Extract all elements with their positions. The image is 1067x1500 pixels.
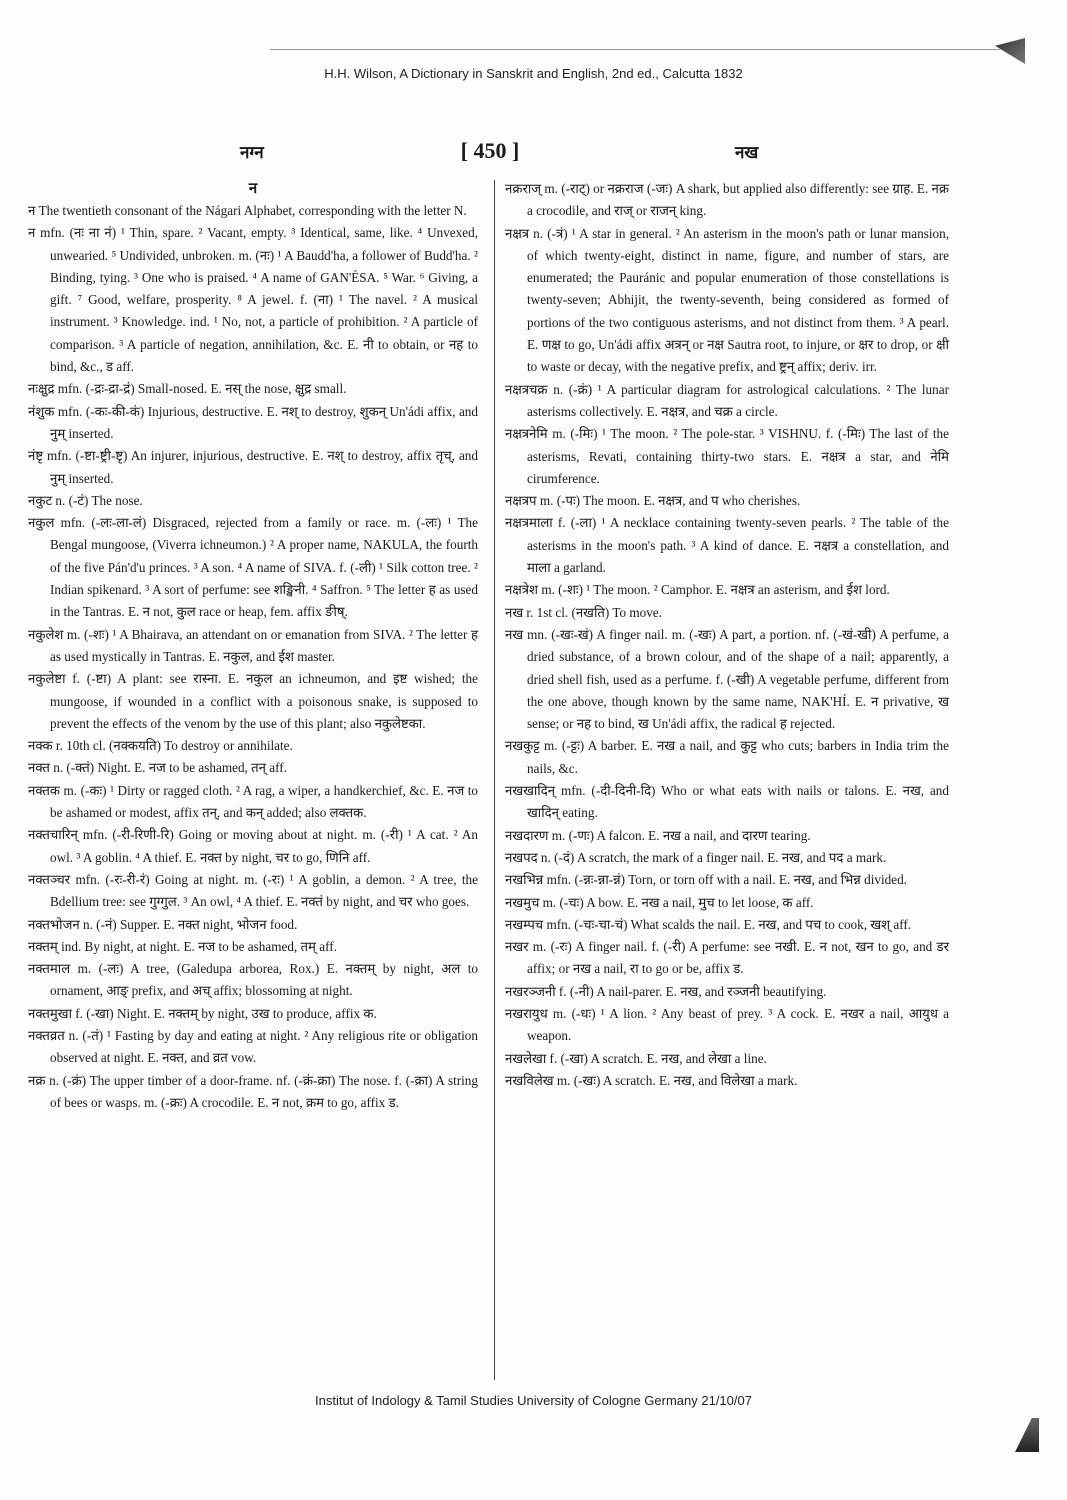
dictionary-entry: नकुल mfn. (-लः-ला-लं) Disgraced, rejected from a family or race. m. (-लः) ¹ The Bengal mungoose, (Viverra ichneumon.) ² A proper name, NAKULA, the fourth of the five Pán'd'u princes. ³ A son. ⁴ A name of SIVA. f. (-ली) ¹ Silk cotton tree. ² Indian spikenard. ³ A sort of perfume: see शङ्खिनी. ⁴ Saffron. ⁵ The letter ह as used in the Tantras. E. न not, कुल race or heap, fem. affix ङीष्. <box>28 515 478 620</box>
dictionary-entry: नक्तञ्चर mfn. (-रः-री-रं) Going at night. m. (-रः) ¹ A goblin, a demon. ² A tree, the Bdellium tree: see गुग्गुल. ³ An owl, ⁴ A thief. E. नक्तं by night, and चर who goes. <box>28 871 478 910</box>
citation-header: H.H. Wilson, A Dictionary in Sanskrit and English, 2nd ed., Calcutta 1832 <box>324 66 743 81</box>
dictionary-entry: नखर m. (-रः) A finger nail. f. (-री) A perfume: see नखी. E. न not, खन to go, and डर affix; or नख a nail, रा to go or be, affix ड. <box>505 939 949 977</box>
right-column <box>505 178 949 1092</box>
dictionary-entry: नक्र n. (-क्रं) The upper timber of a door-frame. nf. (-क्रं-क्रा) The nose. f. (-क्रा) A string of bees or wasps. m. (-क्रः) A crocodile. E. न not, क्रम to go, affix ड. <box>28 1072 478 1110</box>
dictionary-entry: नक्तक m. (-कः) ¹ Dirty or ragged cloth. ² A rag, a wiper, a handkerchief, &c. E. नज to be ashamed or modest, affix तन्, and कन् added; also लक्तक. <box>28 782 478 821</box>
dictionary-entry: नक्षत्रचक्र n. (-क्रं) ¹ A particular diagram for astrological calculations. ² The lunar asterisms collectively. E. नक्षत्र, and चक्र a circle. <box>505 381 949 419</box>
dictionary-entry: नकुलेष्टा f. (-ष्टा) A plant: see रास्ना. E. नकुल an ichneumon, and इष्ट wished; the mungoose, if wounded in a conflict with a poisonous snake, is supposed to prevent the effects of the venom by the use of this plant; also नकुलेष्टका. <box>28 671 478 731</box>
section-letter: न <box>248 181 258 197</box>
dictionary-entry: नखरञ्जनी f. (-नी) A nail-parer. E. नख, and रञ्जनी beautifying. <box>505 983 827 999</box>
dictionary-entry: नक्तमुखा f. (-खा) Night. E. नक्तम् by night, उख to produce, affix क. <box>28 1005 377 1021</box>
dictionary-entry: नक्तचारिन् mfn. (-री-रिणी-रि) Going or moving about at night. m. (-री) ¹ A cat. ² An owl. ³ A goblin. ⁴ A thief. E. नक्त by night, चर to go, णिनि aff. <box>28 827 478 865</box>
dictionary-entry: नंशुक mfn. (-कः-की-कं) Injurious, destructive. E. नश् to destroy, शुकन् Un'ádi affix, and नुम् inserted. <box>28 403 478 441</box>
left-column <box>28 178 478 1114</box>
dictionary-entry: नःक्षुद्र mfn. (-द्रः-द्रा-द्रं) Small-nosed. E. नस् the nose, क्षुद्र small. <box>28 381 347 397</box>
dictionary-entry: न The twentieth consonant of the Nágari Alphabet, corresponding with the letter N. <box>28 203 467 218</box>
dictionary-entry: नक्षत्रप m. (-पः) The moon. E. नक्षत्र, and प who cherishes. <box>505 493 801 509</box>
column-divider <box>494 180 495 1380</box>
dictionary-entry: नखपद n. (-दं) A scratch, the mark of a finger nail. E. नख, and पद a mark. <box>505 849 887 865</box>
dictionary-entry: नक्षत्रनेमि m. (-मिः) ¹ The moon. ² The pole-star. ³ VISHNU. f. (-मिः) The last of the asterisms, Revati, containing thirty-two stars. E. नक्षत्र a star, and नेमि cirumference. <box>505 426 949 486</box>
dictionary-entry: नकुट n. (-टं) The nose. <box>28 492 143 508</box>
dictionary-entry: नक्षत्र n. (-त्रं) ¹ A star in general. ² An asterism in the moon's path or lunar mansion, of which twenty-eight, distinct in name, figure, and number of stars, are enumerated; the Pauránic and popular enumeration of those constellations is twenty-seven; Abhijit, the twenty-seventh, being considered as formed of portions of the two contiguous asterisms, and not distinct from them. ³ A pearl. E. णक्ष to go, Un'ádi affix अत्रन् or नक्ष Sautra root, to injure, or क्षर to drop, or क्षी to waste or decay, with the negative prefix, and ष्ट्रन् affix; deriv. irr. <box>505 225 949 375</box>
dictionary-entry: नख mn. (-खः-खं) A finger nail. m. (-खः) A part, a portion. nf. (-खं-खी) A perfume, a dried substance, of a brown colour, and of the shape of a nail; apparently, a dried shell fish, used as a perfume. f. (-खी) A vegetable perfume, different from the one above, though known by the same name, NAK'HÍ. E. न privative, ख sense; or नह to bind, ख Un'ádi affix, the radical ह rejected. <box>505 626 949 732</box>
page-number: [ 450 ] <box>460 138 520 163</box>
dictionary-entry: नखभिन्न mfn. (-न्नः-न्ना-न्नं) Torn, or torn off with a nail. E. नख, and भिन्न divided. <box>505 872 907 888</box>
dictionary-entry: नक्तव्रत n. (-तं) ¹ Fasting by day and eating at night. ² Any religious rite or obligation observed at night. E. नक्त, and व्रत vow. <box>28 1027 478 1066</box>
dictionary-entry: नक्त n. (-क्तं) Night. E. नज to be ashamed, तन् aff. <box>28 760 287 776</box>
dictionary-entry: नक्तभोजन n. (-नं) Supper. E. नक्त night, भोजन food. <box>28 916 298 932</box>
dictionary-entry: नकुलेश m. (-शः) ¹ A Bhairava, an attendant on or emanation from SIVA. ² The letter ह as used mystically in Tantras. E. नकुल, and ईश master. <box>28 626 478 664</box>
scan-corner-mark <box>995 38 1025 64</box>
dictionary-entry: नखमुच m. (-चः) A bow. E. नख a nail, मुच to let loose, क aff. <box>505 894 814 910</box>
dictionary-entry: नक्षत्रेश m. (-शः) ¹ The moon. ² Camphor. E. नक्षत्र an asterism, and ईश lord. <box>505 582 890 598</box>
running-head-left: नग्न <box>240 143 264 162</box>
dictionary-entry: नखरायुध m. (-धः) ¹ A lion. ² Any beast of prey. ³ A cock. E. नखर a nail, आयुध a weapon. <box>505 1005 949 1044</box>
footer-credit: Institut of Indology & Tamil Studies University of Cologne Germany 21/10/07 <box>315 1393 752 1408</box>
dictionary-entry: नखखादिन् mfn. (-दी-दिनी-दि) Who or what eats with nails or talons. E. नख, and खादिन् eating. <box>505 783 949 821</box>
dictionary-entry: नखलेखा f. (-खा) A scratch. E. नख, and लेखा a line. <box>505 1050 767 1066</box>
dictionary-entry: नख r. 1st cl. (नखति) To move. <box>505 604 662 620</box>
dictionary-entry: नखविलेख m. (-खः) A scratch. E. नख, and विलेखा a mark. <box>505 1072 798 1088</box>
dictionary-entry: नक्तमाल m. (-लः) A tree, (Galedupa arborea, Rox.) E. नक्तम् by night, अल to ornament, आङ् prefix, and अच् affix; blossoming at night. <box>28 961 478 999</box>
dictionary-entry: नंष्टृ mfn. (-ष्टा-ष्ट्री-ष्टृ) An injurer, injurious, destructive. E. नश् to destroy, affix तृच्, and नुम् inserted. <box>28 448 478 486</box>
scan-corner-mark-bottom <box>1015 1418 1039 1452</box>
dictionary-entry: नखम्पच mfn. (-चः-चा-चं) What scalds the nail. E. नख, and पच to cook, खश् aff. <box>505 916 912 932</box>
dictionary-entry: नक्रराज् m. (-राट्) or नक्रराज (-जः) A shark, but applied also differently: see ग्राह. E. नक्र a crocodile, and राज् or राजन् king. <box>505 181 949 219</box>
running-head-right: नख <box>735 143 759 162</box>
dictionary-entry: नखकुट्ट m. (-ट्टः) A barber. E. नख a nail, and कुट्ट who cuts; barbers in India trim the nails, &c. <box>505 738 949 776</box>
dictionary-entry: नखदारण m. (-णः) A falcon. E. नख a nail, and दारण tearing. <box>505 827 811 843</box>
dictionary-entry: नक्षत्रमाला f. (-ला) ¹ A necklace containing twenty-seven pearls. ² The table of the asterisms in the moon's path. ³ A kind of dance. E. नक्षत्र a constellation, and माला a garland. <box>505 515 949 576</box>
scan-top-rule <box>270 49 1000 50</box>
dictionary-entry: न mfn. (नः ना नं) ¹ Thin, spare. ² Vacant, empty. ³ Identical, same, like. ⁴ Unvexed, unwearied. ⁵ Undivided, unbroken. m. (नः) ¹ A Baudd'ha, a follower of Budd'ha. ² Binding, tying. ³ One who is praised. ⁴ A name of GAN'ÉSA. ⁵ War. ⁶ Giving, a gift. ⁷ Good, welfare, prosperity. ⁸ A jewel. f. (ना) ¹ The navel. ² A musical instrument. ³ Knowledge. ind. ¹ No, not, a particle of prohibition. ² A particle of comparison. ³ A particle of negation, annihilation, &c. E. नी to obtain, or नह to bind, &c., ड aff. <box>28 225 478 375</box>
dictionary-entry: नक्क r. 10th cl. (नक्कयति) To destroy or annihilate. <box>28 738 293 754</box>
dictionary-entry: नक्तम् ind. By night, at night. E. नज to be ashamed, तम् aff. <box>28 938 337 954</box>
